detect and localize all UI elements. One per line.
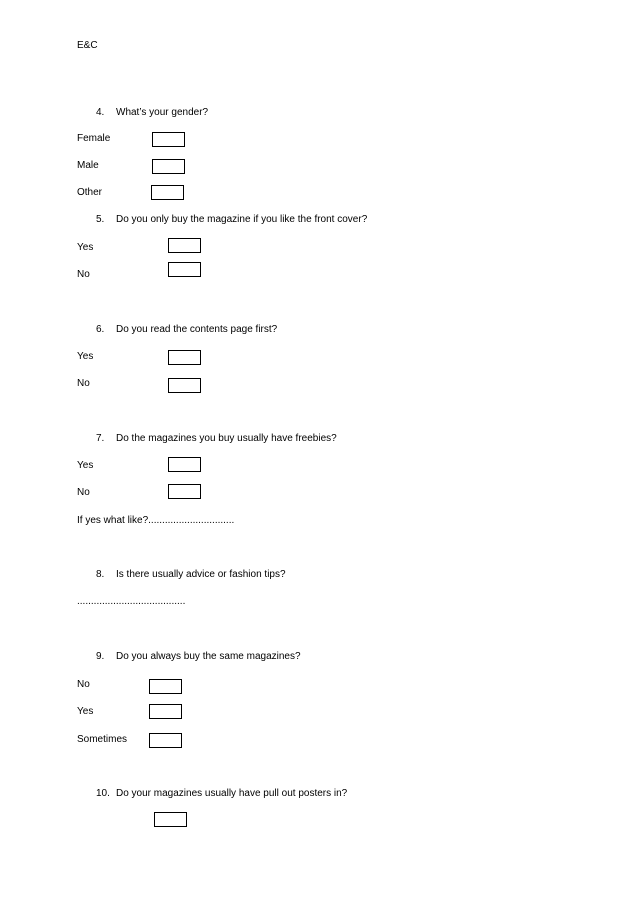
option-female-checkbox[interactable] (152, 132, 185, 147)
question-5-text: Do you only buy the magazine if you like the front cover? (116, 214, 368, 225)
q5-option-no-checkbox[interactable] (168, 262, 201, 277)
q7-option-no-checkbox[interactable] (168, 484, 201, 499)
q9-option-sometimes-label: Sometimes (77, 734, 128, 745)
option-male-checkbox[interactable] (152, 159, 185, 174)
q7-option-no-label: No (77, 487, 90, 498)
question-5 (96, 214, 367, 226)
question-10-text: Do your magazines usually have pull out posters in? (116, 788, 348, 799)
q9-option-sometimes-checkbox[interactable] (149, 733, 182, 748)
question-6-number: 6. (96, 324, 105, 335)
page-header: E&C (77, 40, 98, 51)
question-7-text: Do the magazines you buy usually have freebies? (116, 433, 337, 444)
q7-option-yes-checkbox[interactable] (168, 457, 201, 472)
question-9 (96, 651, 301, 663)
q10-checkbox[interactable] (154, 812, 187, 827)
q8-answer-line[interactable]: ....................................... (77, 596, 186, 607)
question-7-number: 7. (96, 433, 105, 444)
question-6-text: Do you read the contents page first? (116, 324, 278, 335)
question-4-text: What’s your gender? (116, 107, 209, 118)
question-8-text: Is there usually advice or fashion tips? (116, 569, 286, 580)
question-9-number: 9. (96, 651, 105, 662)
question-10-number: 10. (96, 788, 110, 799)
q6-option-no-checkbox[interactable] (168, 378, 201, 393)
option-other-label: Other (77, 187, 103, 198)
question-4-number: 4. (96, 107, 105, 118)
q6-option-no-label: No (77, 378, 90, 389)
question-5-number: 5. (96, 214, 105, 225)
question-8-number: 8. (96, 569, 105, 580)
q9-option-yes-checkbox[interactable] (149, 704, 182, 719)
question-7 (96, 433, 337, 445)
question-8 (96, 569, 286, 581)
option-male-label: Male (77, 160, 99, 171)
q5-option-no-label: No (77, 269, 90, 280)
question-10 (96, 788, 347, 800)
q5-option-yes-label: Yes (77, 242, 94, 253)
q7-option-yes-label: Yes (77, 460, 94, 471)
q6-option-yes-checkbox[interactable] (168, 350, 201, 365)
q9-option-no-label: No (77, 679, 90, 690)
option-female-label: Female (77, 133, 111, 144)
option-other-checkbox[interactable] (151, 185, 184, 200)
q9-option-yes-label: Yes (77, 706, 94, 717)
question-6 (96, 324, 277, 336)
q9-option-no-checkbox[interactable] (149, 679, 182, 694)
q6-option-yes-label: Yes (77, 351, 94, 362)
q7-followup-line[interactable]: If yes what like?............................... (77, 515, 235, 526)
question-4 (96, 107, 208, 119)
q5-option-yes-checkbox[interactable] (168, 238, 201, 253)
question-9-text: Do you always buy the same magazines? (116, 651, 301, 662)
